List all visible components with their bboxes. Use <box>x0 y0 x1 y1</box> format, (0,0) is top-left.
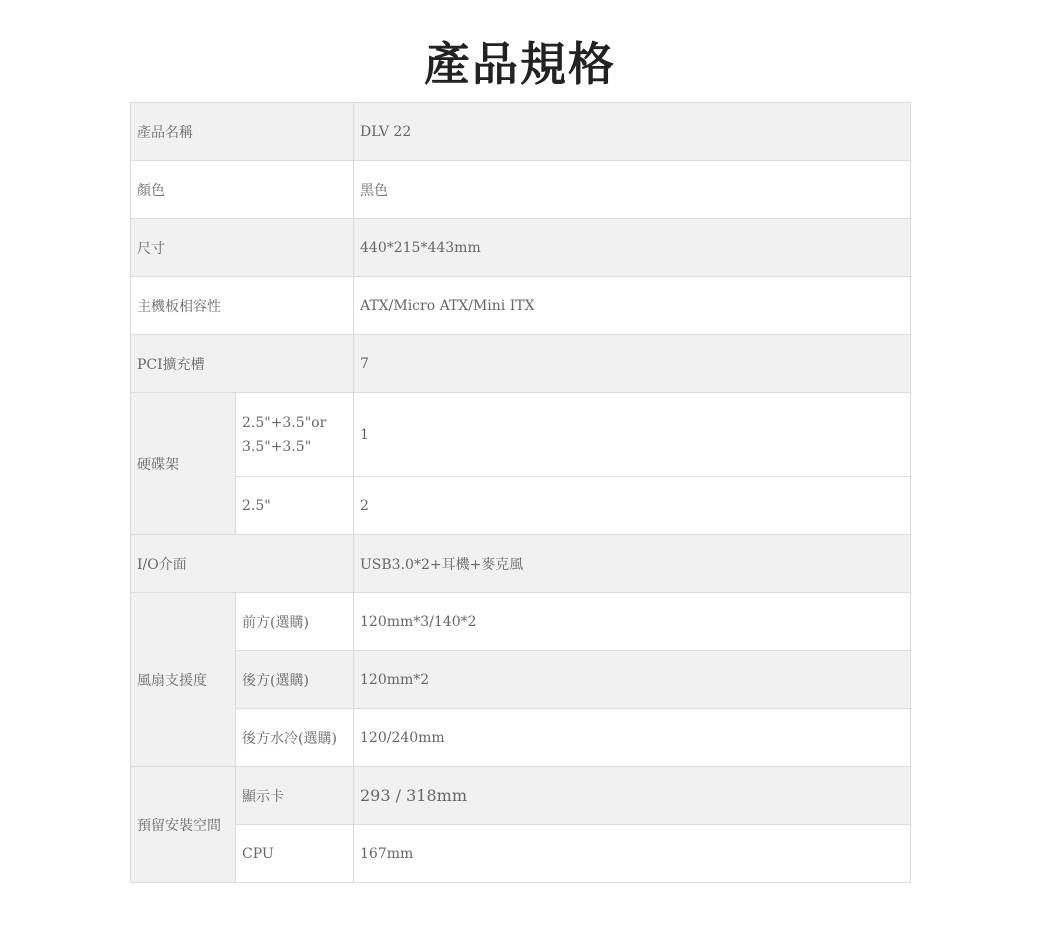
spec-value-hdd-2: 2 <box>354 477 911 535</box>
spec-value-fan-1: 120mm*3/140*2 <box>354 593 911 651</box>
spec-label-name: 產品名稱 <box>131 103 354 161</box>
spec-value-size: 440*215*443mm <box>354 219 911 277</box>
spec-label-mb: 主機板相容性 <box>131 277 354 335</box>
table-row <box>131 767 911 825</box>
spec-value-hdd-1: 1 <box>354 393 911 477</box>
spec-label-color: 顏色 <box>131 161 354 219</box>
spec-value-space-2: 167mm <box>354 825 911 883</box>
table-row <box>131 477 911 535</box>
table-row <box>131 593 911 651</box>
spec-sublabel-fan-1: 前方(選購) <box>236 593 354 651</box>
table-row <box>131 535 911 593</box>
table-row <box>131 103 911 161</box>
table-row <box>131 335 911 393</box>
spec-value-fan-3: 120/240mm <box>354 709 911 767</box>
spec-value-mb: ATX/Micro ATX/Mini ITX <box>354 277 911 335</box>
spec-sublabel-space-1: 顯示卡 <box>236 767 354 825</box>
page-title: 產品規格 <box>424 37 616 91</box>
spec-table <box>130 102 911 883</box>
table-row <box>131 651 911 709</box>
spec-label-hdd: 硬碟架 <box>131 393 236 535</box>
spec-sublabel-hdd-2: 2.5" <box>236 477 354 535</box>
spec-sublabel-fan-2: 後方(選購) <box>236 651 354 709</box>
table-row <box>131 161 911 219</box>
spec-sublabel-fan-3: 後方水冷(選購) <box>236 709 354 767</box>
spec-value-name: DLV 22 <box>354 103 911 161</box>
spec-value-space-1: 293 / 318mm <box>354 767 911 825</box>
table-row <box>131 277 911 335</box>
spec-label-space: 預留安裝空間 <box>131 767 236 883</box>
table-row <box>131 709 911 767</box>
spec-value-color: 黑色 <box>354 161 911 219</box>
spec-value-io: USB3.0*2+耳機+麥克風 <box>354 535 911 593</box>
spec-value-pci: 7 <box>354 335 911 393</box>
spec-value-fan-2: 120mm*2 <box>354 651 911 709</box>
spec-label-io: I/O介面 <box>131 535 354 593</box>
table-row <box>131 393 911 477</box>
spec-sublabel-hdd-1: 2.5"+3.5"or 3.5"+3.5" <box>236 393 354 477</box>
spec-label-fan: 風扇支援度 <box>131 593 236 767</box>
spec-sublabel-space-2: CPU <box>236 825 354 883</box>
table-row <box>131 825 911 883</box>
table-row <box>131 219 911 277</box>
spec-label-pci: PCI擴充槽 <box>131 335 354 393</box>
spec-label-size: 尺寸 <box>131 219 354 277</box>
